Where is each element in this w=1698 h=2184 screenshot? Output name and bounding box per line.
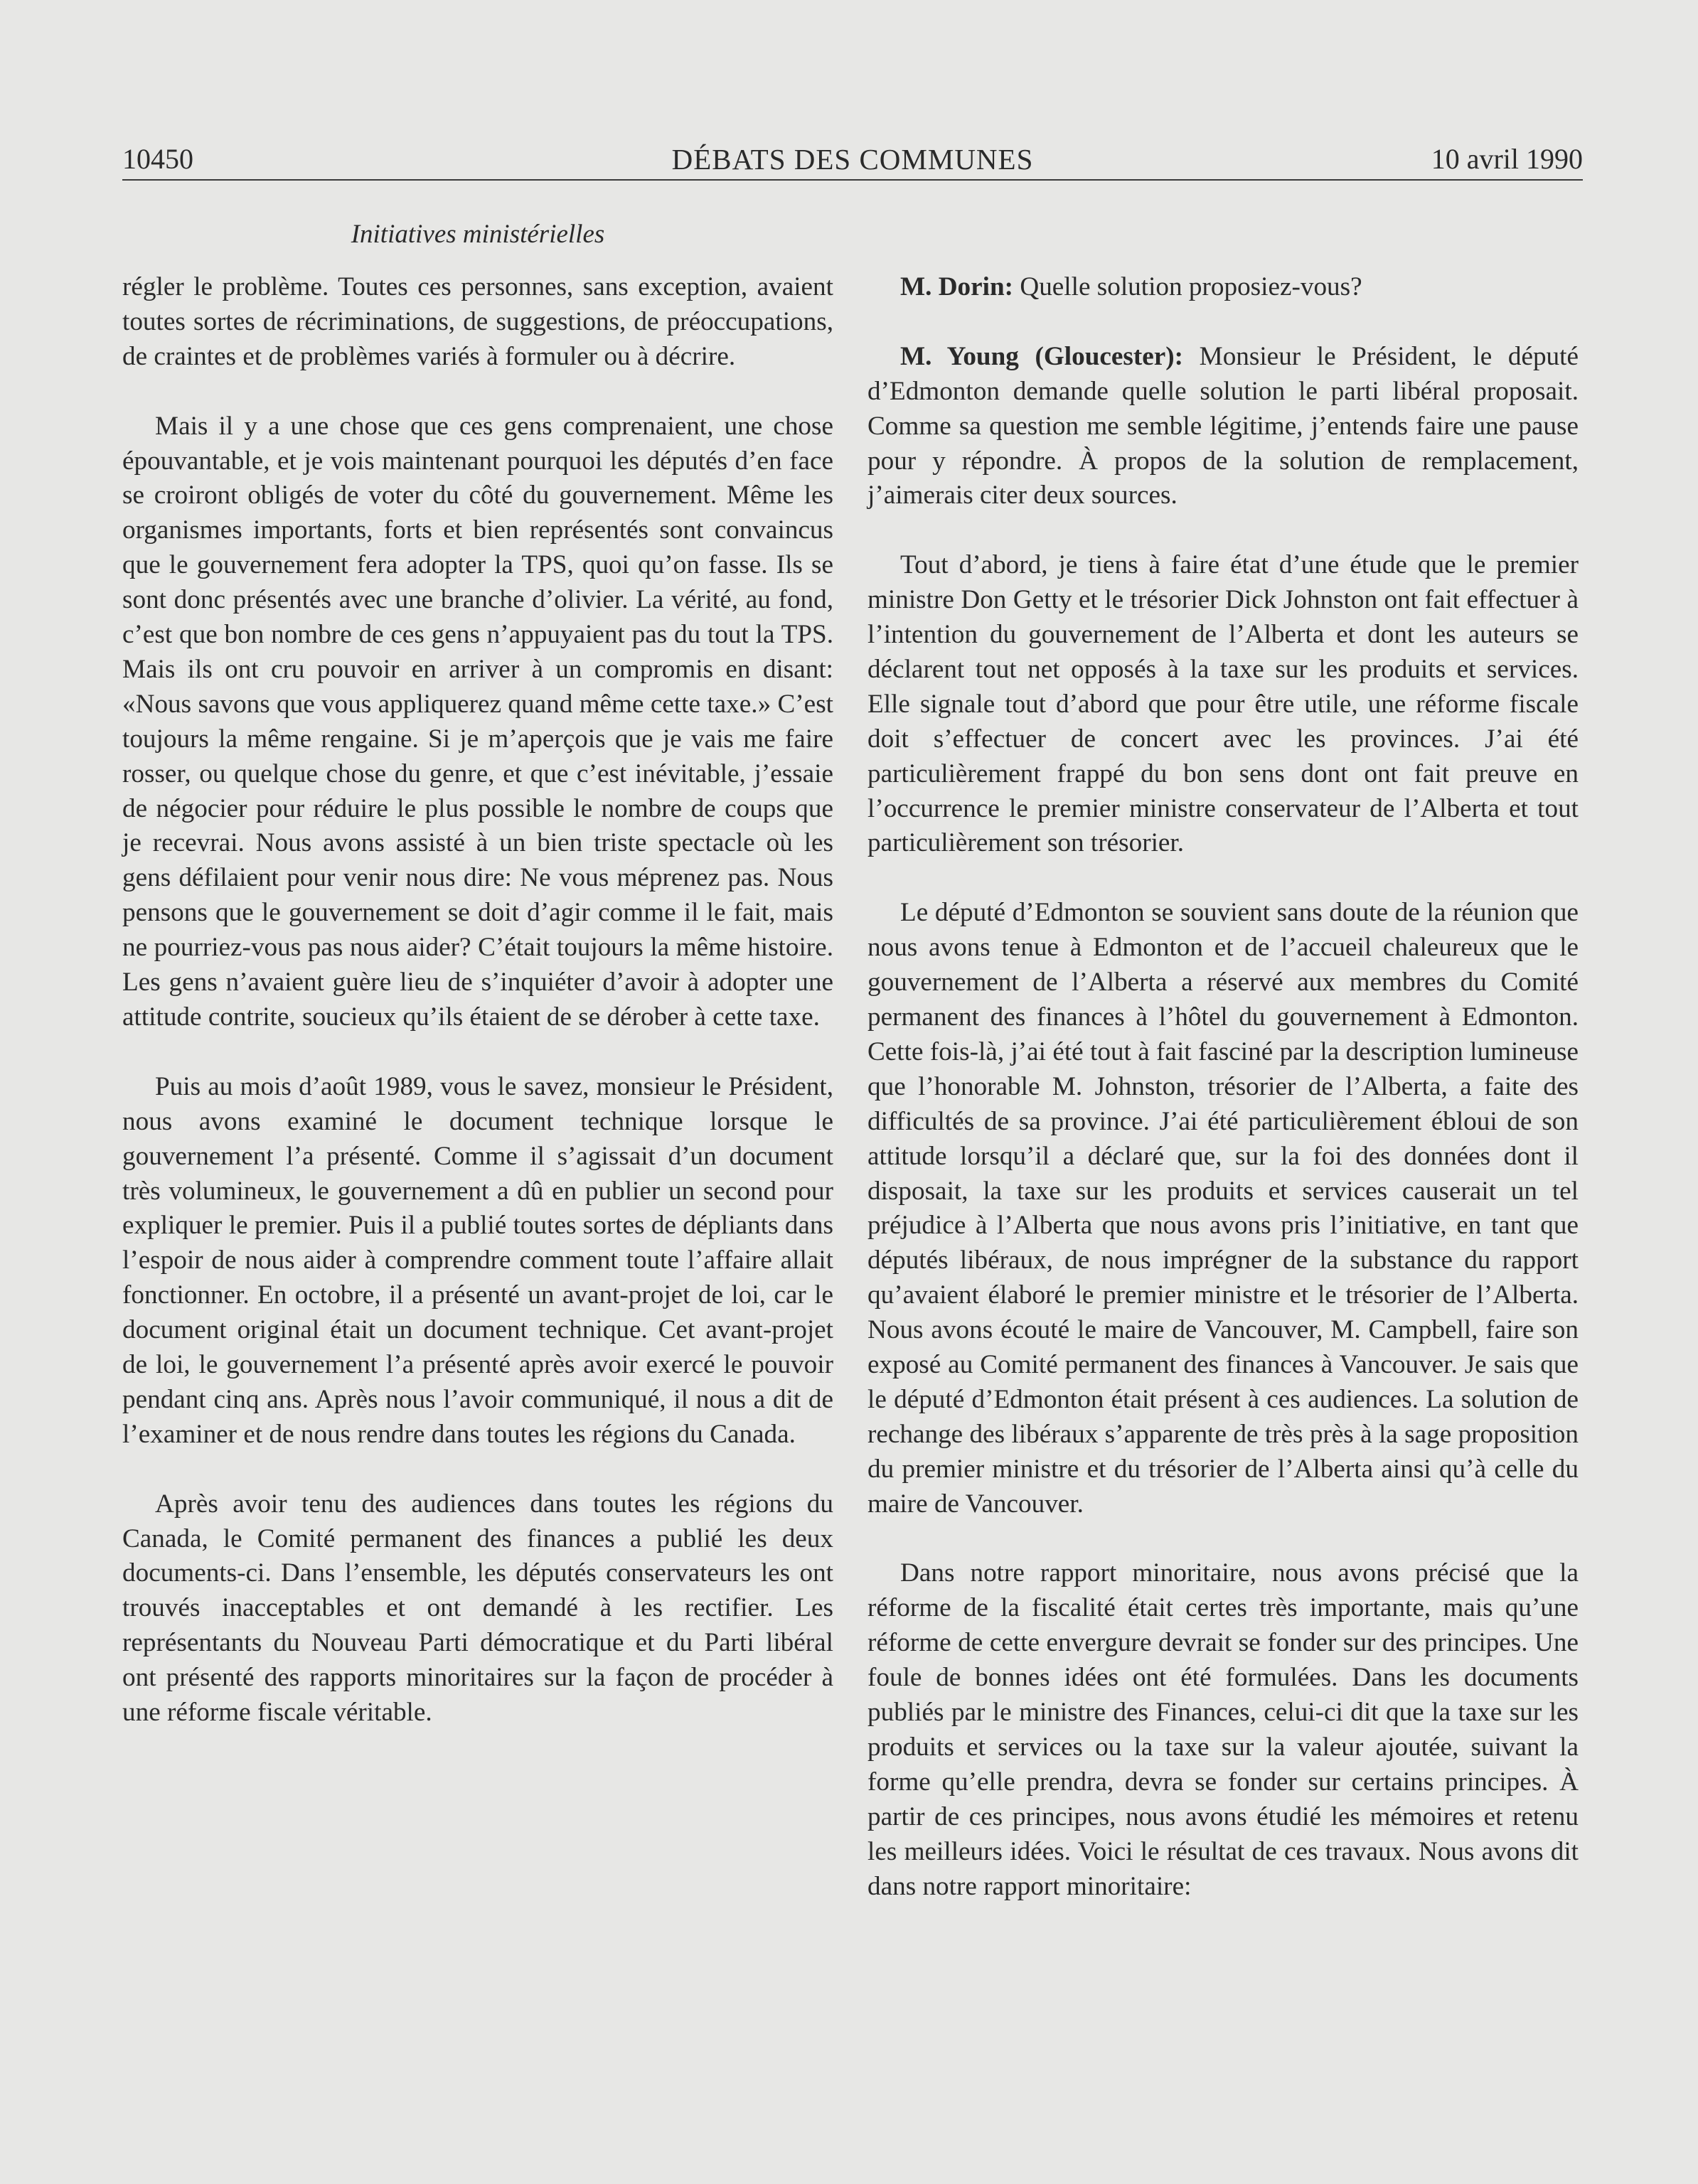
speaker-name: M. Young (Gloucester): xyxy=(900,341,1184,371)
paragraph: régler le problème. Toutes ces personnes, sans exception, avaient toutes sortes de récriminations, de suggestions, de préoccupations, de craintes et de problèmes variés à formuler ou à décrire. xyxy=(122,272,833,371)
right-column xyxy=(867,270,1579,1905)
paragraph: Tout d’abord, je tiens à faire état d’une étude que le premier ministre Don Getty et le trésorier Dick Johnston ont fait effectuer à l’intention du gouvernement de l’Alberta et dont les auteurs se déclarent tout net opposés à la taxe sur les produits et services. Elle signale tout d’abord que pour être utile, une réforme fiscale doit s’effectuer de concert avec les provinces. J’ai été particulièrement frappé du bon sens dont ont fait preuve en l’occurrence le premier ministre conservateur de l’Alberta et tout particulièrement son trésorier. xyxy=(867,550,1579,858)
speech-text: Monsieur le Président, le député d’Edmonton demande quelle solution le parti libéral proposait. Comme sa question me semble légitime, j’entends faire une pause pour y répondre. À propos de la solution de remplacement, j’aimerais citer deux sources. xyxy=(867,341,1579,510)
page-date: 10 avril 1990 xyxy=(1431,143,1583,175)
page-header xyxy=(122,139,1583,179)
paragraph: Après avoir tenu des audiences dans toutes les régions du Canada, le Comité permanent des finances a publié les deux documents-ci. Dans l’ensemble, les députés conservateurs les ont trouvés inacceptables et ont demandé à les rectifier. Les représentants du Nouveau Parti démocratique et du Parti libéral ont présenté des rapports minoritaires sur la façon de procéder à une réforme fiscale véritable. xyxy=(122,1489,833,1728)
speaker-name: M. Dorin: xyxy=(900,272,1014,301)
paragraph: Mais il y a une chose que ces gens comprenaient, une chose épouvantable, et je vois maintenant pourquoi les députés d’en face se croiront obligés de voter du côté du gouvernement. Même les organismes importants, forts et bien représentés sont convaincus que le gouvernement fera adopter la TPS, quoi qu’on fasse. Ils se sont donc présentés avec une branche d’olivier. La vérité, au fond, c’est que bon nombre de ces gens n’appuyaient pas du tout la TPS. Mais ils ont cru pouvoir en arriver à un compromis en disant: «Nous savons que vous appliquerez quand même cette taxe.» C’est toujours la même rengaine. Si je m’aperçois que je vais me faire rosser, ou quelque chose du genre, et que c’est inévitable, j’essaie de négocier pour réduire le plus possible le nombre de coups que je recevrai. Nous avons assisté à un bien triste spectacle où les gens défilaient pour venir nous dire: Ne vous méprenez pas. Nous pensons que le gouvernement se doit d’agir comme il le fait, mais ne pourriez-vous pas nous aider? C’était toujours la même histoire. Les gens n’avaient guère lieu de s’inquiéter d’avoir à adopter une attitude contrite, soucieux qu’ils étaient de se dérober à cette taxe. xyxy=(122,411,833,1032)
left-column xyxy=(122,270,833,1730)
speech-text: Quelle solution proposiez-vous? xyxy=(1020,272,1362,301)
speech-dorin xyxy=(867,270,1579,305)
header-rule xyxy=(122,179,1583,181)
paragraph: Le député d’Edmonton se souvient sans doute de la réunion que nous avons tenue à Edmonton et de l’accueil chaleureux que le gouvernement de l’Alberta a réservé aux membres du Comité permanent des finances à l’hôtel du gouvernement à Edmonton. Cette fois-là, j’ai été tout à fait fasciné par la description lumineuse que l’honorable M. Johnston, trésorier de l’Alberta, a faite des difficultés de sa province. J’ai été particulièrement ébloui de son attitude lorsqu’il a déclaré que, sur la foi des données dont il disposait, la taxe sur les produits et services causerait un tel préjudice à l’Alberta que nous avons pris l’initiative, en tant que députés libéraux, de nous imprégner de la substance du rapport qu’avaient élaboré le premier ministre et le trésorier de l’Alberta. Nous avons écouté le maire de Vancouver, M. Campbell, faire son exposé au Comité permanent des finances à Vancouver. Je sais que le député d’Edmonton était présent à ces audiences. La solution de rechange des libéraux s’apparente de très près à la sage proposition du premier ministre et du trésorier de l’Alberta ainsi qu’à celle du maire de Vancouver. xyxy=(867,898,1579,1519)
page-number: 10450 xyxy=(122,143,193,175)
section-title: Initiatives ministérielles xyxy=(351,220,605,249)
paragraph: Dans notre rapport minoritaire, nous avons précisé que la réforme de la fiscalité était certes très importante, mais qu’une réforme de cette envergure devrait se fonder sur des principes. Une foule de bonnes idées ont été formulées. Dans les documents publiés par le ministre des Finances, celui-ci dit que la taxe sur les produits et services ou la taxe sur la valeur ajoutée, suivant la forme qu’elle prendra, devra se fonder sur certains principes. À partir de ces principes, nous avons étudié les mémoires et retenu les meilleurs idées. Voici le résultat de ces travaux. Nous avons dit dans notre rapport minoritaire: xyxy=(867,1558,1579,1901)
publication-title: DÉBATS DES COMMUNES xyxy=(671,143,1034,176)
paragraph: Puis au mois d’août 1989, vous le savez, monsieur le Président, nous avons examiné le document technique lorsque le gouvernement l’a présenté. Comme il s’agissait d’un document très volumineux, le gouvernement a dû en publier un second pour expliquer le premier. Puis il a publié toutes sortes de dépliants dans l’espoir de nous aider à comprendre comment toute l’affaire allait fonctionner. En octobre, il a présenté un avant-projet de loi, car le document original était un document technique. Cet avant-projet de loi, le gouvernement l’a présenté après avoir exercé le pouvoir pendant cinq ans. Après nous l’avoir communiqué, il nous a dit de l’examiner et de nous rendre dans toutes les régions du Canada. xyxy=(122,1071,833,1449)
speech-young xyxy=(867,340,1579,514)
